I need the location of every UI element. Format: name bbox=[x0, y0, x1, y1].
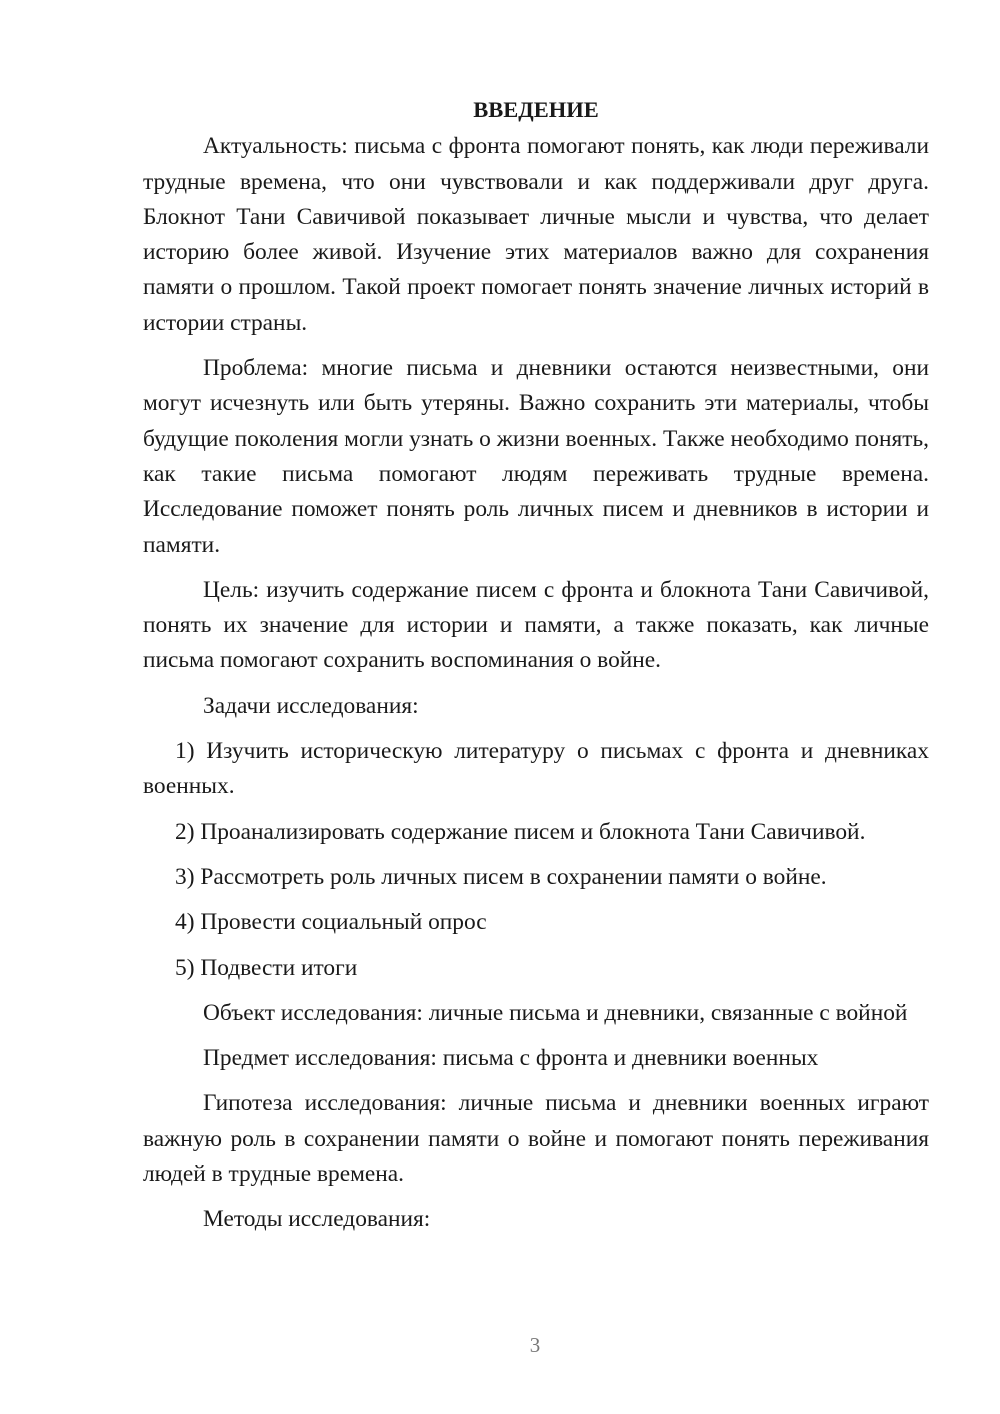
section-title: ВВЕДЕНИЕ bbox=[473, 97, 599, 122]
page-number: 3 bbox=[529, 1333, 541, 1357]
object-paragraph: Объект исследования: личные письма и дневники, связанные с войной bbox=[203, 999, 908, 1026]
hypothesis-paragraph: Гипотеза исследования: личные письма и дневники военных играют важную роль в сохранении памяти о войне и помогают понять переживания людей в трудные времена. bbox=[143, 1090, 929, 1188]
task-item: 5) Подвести итоги bbox=[175, 954, 358, 981]
goal-paragraph: Цель: изучить содержание писем с фронта и блокнота Тани Савичивой, понять их значение для истории и памяти, а также показать, как личные письма помогают сохранить воспоминания о войне. bbox=[143, 576, 929, 674]
relevance-paragraph: Актуальность: письма с фронта помогают понять, как люди переживали трудные времена, что они чувствовали и как поддерживали друг друга. Блокнот Тани Савичивой показывает личные мысли и чувства, что делает историю более живой. Изучение этих материалов важно для сохранения памяти о прошлом. Такой проект помогает понять значение личных историй в истории страны. bbox=[143, 133, 929, 336]
subject-paragraph: Предмет исследования: письма с фронта и дневники военных bbox=[203, 1045, 819, 1072]
tasks-heading: Задачи исследования: bbox=[203, 692, 419, 719]
problem-paragraph: Проблема: многие письма и дневники остаются неизвестными, они могут исчезнуть или быть утеряны. Важно сохранить эти материалы, чтобы будущие поколения могли узнать о жизни военных. Также необходимо понять, как такие письма помогают людям переживать трудные времена. Исследование поможет понять роль личных писем и дневников в истории и памяти. bbox=[143, 355, 929, 558]
task-item: 2) Проанализировать содержание писем и блокнота Тани Савичивой. bbox=[175, 818, 866, 845]
task-item: 1) Изучить историческую литературу о письмах с фронта и дневниках военных. bbox=[143, 738, 929, 800]
methods-heading: Методы исследования: bbox=[203, 1206, 431, 1233]
document-page bbox=[143, 92, 929, 1238]
task-item: 4) Провести социальный опрос bbox=[175, 909, 487, 936]
task-item: 3) Рассмотреть роль личных писем в сохранении памяти о войне. bbox=[175, 863, 827, 890]
